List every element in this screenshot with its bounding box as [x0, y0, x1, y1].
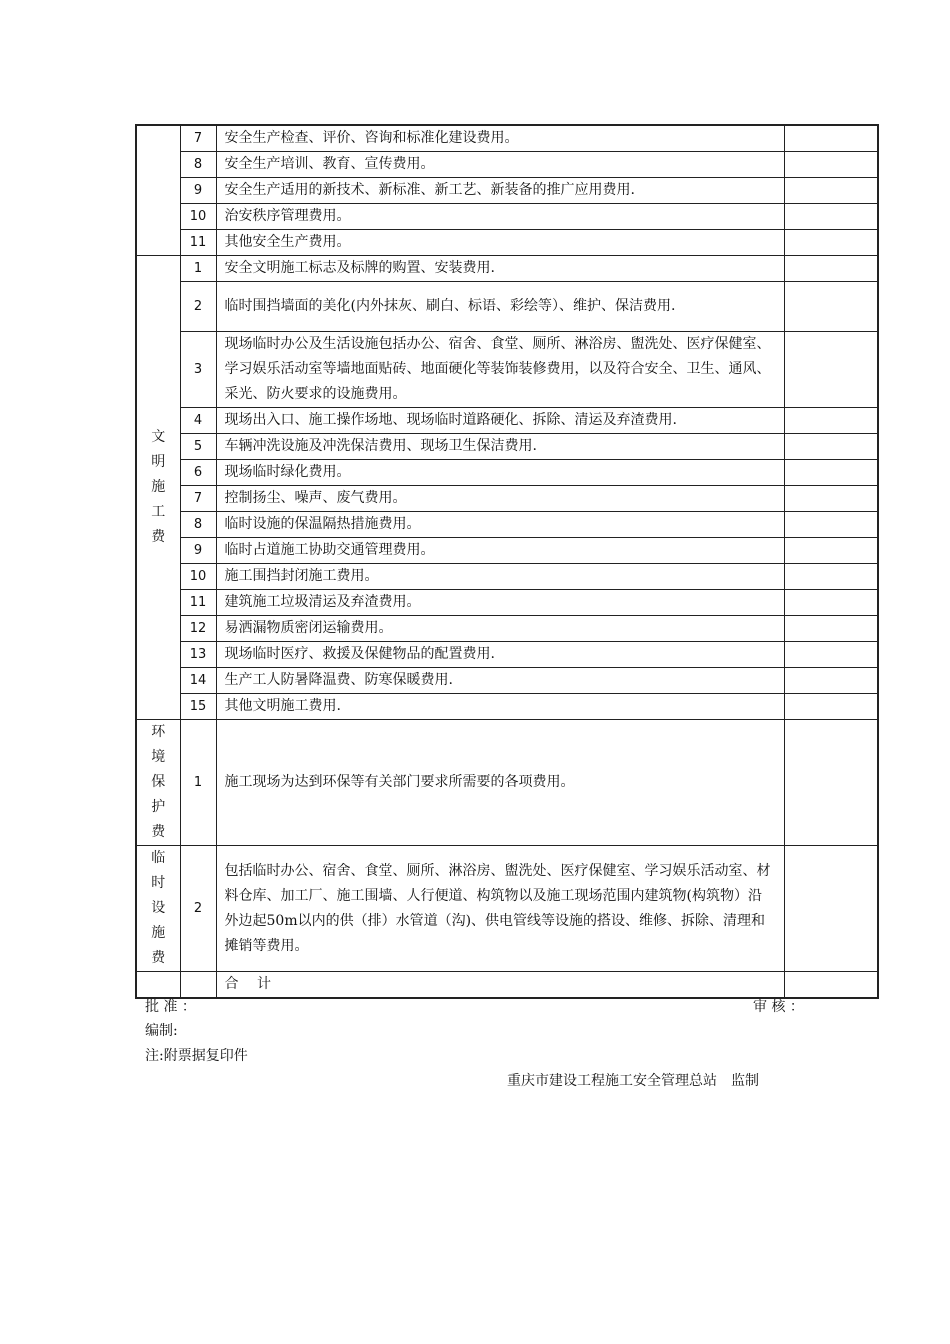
item-description: 现场临时办公及生活设施包括办公、宿舍、食堂、厕所、淋浴房、盥洗处、医疗保健室、学习娱乐活动室等墙地面贴砖、地面硬化等装饰装修费用，以及符合安全、卫生、通风、采光、防火要求的设施费用。 — [216, 332, 784, 408]
table-row — [136, 434, 878, 460]
item-number: 11 — [180, 590, 216, 616]
table-row — [136, 590, 878, 616]
amount-cell[interactable] — [784, 408, 878, 434]
table-row — [136, 152, 878, 178]
amount-cell[interactable] — [784, 564, 878, 590]
item-number: 1 — [180, 256, 216, 282]
amount-cell[interactable] — [784, 486, 878, 512]
item-number: 2 — [180, 846, 216, 972]
item-description: 其他安全生产费用。 — [216, 230, 784, 256]
item-description: 合 计 — [216, 972, 784, 999]
fee-table-body — [136, 125, 878, 998]
item-number: 8 — [180, 512, 216, 538]
amount-cell[interactable] — [784, 616, 878, 642]
table-row — [136, 256, 878, 282]
item-description: 安全生产适用的新技术、新标准、新工艺、新装备的推广应用费用. — [216, 178, 784, 204]
table-row — [136, 538, 878, 564]
table-row — [136, 972, 878, 999]
item-number: 7 — [180, 125, 216, 152]
item-number: 15 — [180, 694, 216, 720]
category-label: 环境保护费 — [151, 724, 166, 840]
item-number: 6 — [180, 460, 216, 486]
table-row — [136, 408, 878, 434]
item-description: 安全生产检查、评价、咨询和标准化建设费用。 — [216, 125, 784, 152]
item-number: 9 — [180, 538, 216, 564]
item-description: 生产工人防暑降温费、防寒保暖费用. — [216, 668, 784, 694]
item-description: 临时占道施工协助交通管理费用。 — [216, 538, 784, 564]
item-description: 施工围挡封闭施工费用。 — [216, 564, 784, 590]
amount-cell[interactable] — [784, 972, 878, 999]
item-description: 安全文明施工标志及标牌的购置、安装费用. — [216, 256, 784, 282]
item-description: 治安秩序管理费用。 — [216, 204, 784, 230]
amount-cell[interactable] — [784, 460, 878, 486]
amount-cell[interactable] — [784, 846, 878, 972]
item-description: 其他文明施工费用. — [216, 694, 784, 720]
amount-cell[interactable] — [784, 590, 878, 616]
item-number: 10 — [180, 564, 216, 590]
amount-cell[interactable] — [784, 125, 878, 152]
item-number: 9 — [180, 178, 216, 204]
item-number: 11 — [180, 230, 216, 256]
amount-cell[interactable] — [784, 178, 878, 204]
table-row — [136, 720, 878, 846]
table-row — [136, 694, 878, 720]
item-number: 5 — [180, 434, 216, 460]
item-description: 易洒漏物质密闭运输费用。 — [216, 616, 784, 642]
item-number: 2 — [180, 282, 216, 332]
amount-cell[interactable] — [784, 668, 878, 694]
fee-table — [135, 124, 879, 999]
item-number: 8 — [180, 152, 216, 178]
table-row — [136, 332, 878, 408]
amount-cell[interactable] — [784, 512, 878, 538]
item-number: 13 — [180, 642, 216, 668]
table-row — [136, 282, 878, 332]
category-cell — [136, 125, 180, 256]
amount-cell[interactable] — [784, 720, 878, 846]
item-number: 7 — [180, 486, 216, 512]
item-description: 临时设施的保温隔热措施费用。 — [216, 512, 784, 538]
item-description: 现场临时绿化费用。 — [216, 460, 784, 486]
item-number: 14 — [180, 668, 216, 694]
amount-cell[interactable] — [784, 538, 878, 564]
note-text: 注:附票据复印件 — [145, 1048, 248, 1064]
table-row — [136, 460, 878, 486]
table-row — [136, 564, 878, 590]
item-description: 现场临时医疗、救援及保健物品的配置费用. — [216, 642, 784, 668]
item-description: 车辆冲洗设施及冲洗保洁费用、现场卫生保洁费用. — [216, 434, 784, 460]
item-number — [180, 972, 216, 999]
amount-cell[interactable] — [784, 256, 878, 282]
category-cell — [136, 972, 180, 999]
item-description: 安全生产培训、教育、宣传费用。 — [216, 152, 784, 178]
table-row — [136, 125, 878, 152]
amount-cell[interactable] — [784, 642, 878, 668]
approve-label: 批 准 ： — [145, 999, 196, 1015]
item-description: 现场出入口、施工操作场地、现场临时道路硬化、拆除、清运及弃渣费用. — [216, 408, 784, 434]
amount-cell[interactable] — [784, 694, 878, 720]
item-number: 12 — [180, 616, 216, 642]
table-row — [136, 642, 878, 668]
category-cell — [136, 720, 180, 846]
category-cell — [136, 846, 180, 972]
table-row — [136, 616, 878, 642]
item-description: 建筑施工垃圾清运及弃渣费用。 — [216, 590, 784, 616]
item-number: 4 — [180, 408, 216, 434]
table-row — [136, 668, 878, 694]
amount-cell[interactable] — [784, 434, 878, 460]
category-label: 文明施工费 — [151, 429, 166, 545]
item-description: 包括临时办公、宿舍、食堂、厕所、淋浴房、盥洗处、医疗保健室、学习娱乐活动室、材料仓库、加工厂、施工围墙、人行便道、构筑物以及施工现场范围内建筑物(构筑物）沿外边起50m以内的供（排）水管道（沟)、供电管线等设施的搭设、维修、拆除、清理和摊销等费用。 — [216, 846, 784, 972]
prepare-label: 编制: — [145, 1023, 178, 1039]
category-label: 临时设施费 — [151, 850, 166, 966]
amount-cell[interactable] — [784, 332, 878, 408]
table-row — [136, 512, 878, 538]
table-row — [136, 486, 878, 512]
table-row — [136, 846, 878, 972]
amount-cell[interactable] — [784, 204, 878, 230]
amount-cell[interactable] — [784, 282, 878, 332]
item-number: 1 — [180, 720, 216, 846]
table-row — [136, 204, 878, 230]
item-description: 临时围挡墙面的美化(内外抹灰、刷白、标语、彩绘等）、维护、保洁费用. — [216, 282, 784, 332]
category-cell — [136, 256, 180, 720]
table-row — [136, 178, 878, 204]
review-label: 审 核 ： — [753, 999, 804, 1015]
item-description: 控制扬尘、噪声、废气费用。 — [216, 486, 784, 512]
supervisor-text: 重庆市建设工程施工安全管理总站 监制 — [507, 1073, 759, 1089]
table-row — [136, 230, 878, 256]
item-description: 施工现场为达到环保等有关部门要求所需要的各项费用。 — [216, 720, 784, 846]
item-number: 10 — [180, 204, 216, 230]
amount-cell[interactable] — [784, 230, 878, 256]
amount-cell[interactable] — [784, 152, 878, 178]
item-number: 3 — [180, 332, 216, 408]
